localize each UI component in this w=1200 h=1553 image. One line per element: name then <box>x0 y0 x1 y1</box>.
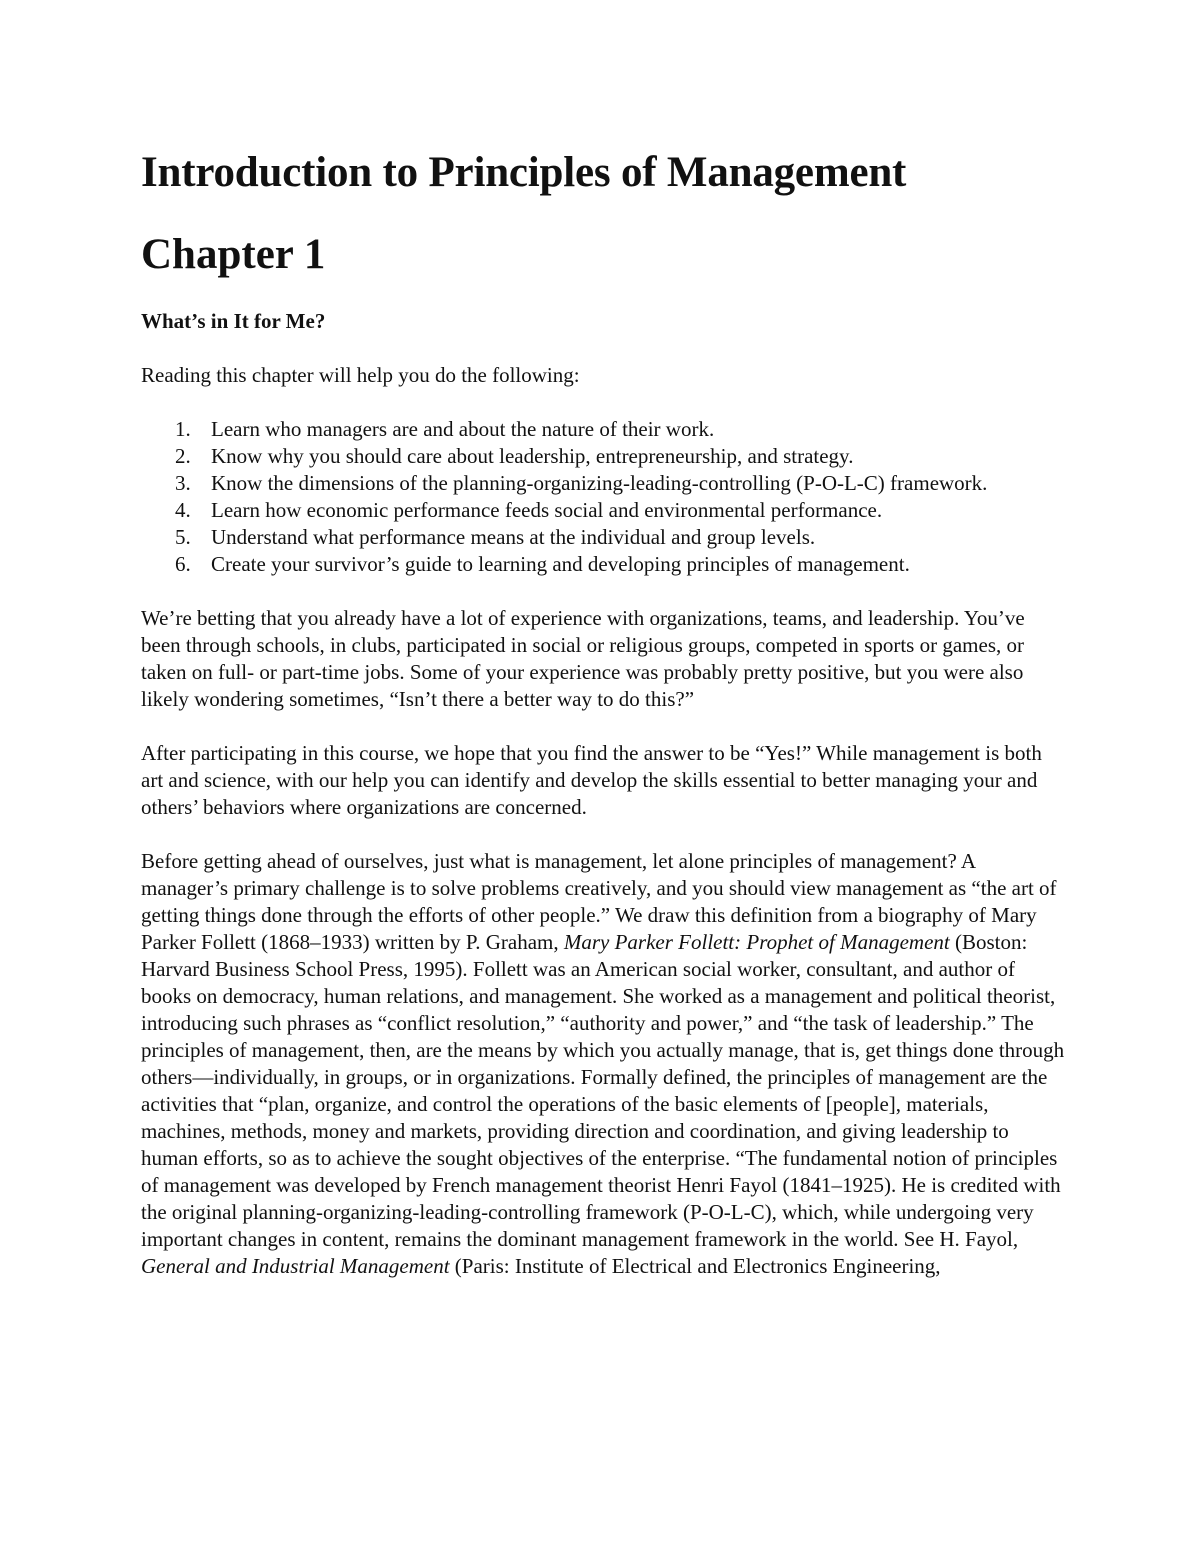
body-paragraph-experience: We’re betting that you already have a lot of experience with organizations, teams, and leadership. You’ve been through schools, in clubs, participated in social or religious groups, competed in sports or games, or taken on full- or part-time jobs. Some of your experience was probably pretty positive, but you were also likely wondering sometimes, “Isn’t there a better way to do this?” <box>141 606 1025 711</box>
book-title: General and Industrial Management <box>141 1254 450 1278</box>
book-title: Mary Parker Follett: Prophet of Management <box>563 930 950 954</box>
list-item-number: 3. <box>175 471 191 495</box>
objectives-list <box>141 416 1066 578</box>
list-item-text: Know why you should care about leadership, entrepreneurship, and strategy. <box>211 444 854 468</box>
list-item-text: Learn who managers are and about the nature of their work. <box>211 417 715 441</box>
list-item <box>141 524 1066 551</box>
list-item-number: 5. <box>175 525 191 549</box>
list-item-text: Learn how economic performance feeds social and environmental performance. <box>211 498 883 522</box>
chapter-heading: Chapter 1 <box>141 231 326 278</box>
list-item-text: Create your survivor’s guide to learning and developing principles of management. <box>211 552 910 576</box>
document-page <box>141 140 1066 1280</box>
list-item-number: 4. <box>175 498 191 522</box>
paragraph-text: (Boston: Harvard Business School Press, 1995). Follett was an American social worker, consultant, and author of books on democracy, human relations, and management. She worked as a management and political theorist, introducing such phrases as “conflict resolution,” “authority and power,” and “the task of leadership.” The principles of management, then, are the means by which you actually manage, that is, get things done through others—individually, in groups, or in organizations. Formally defined, the principles of management are the activities that “plan, organize, and control the operations of the basic elements of [people], materials, machines, methods, money and markets, providing direction and coordination, and giving leadership to human efforts, so as to achieve the sought objectives of the enterprise. “The fundamental notion of principles of management was developed by French management theorist Henri Fayol (1841–1925). He is credited with the original planning-organizing-leading-controlling framework (P-O-L-C), which, while undergoing very important changes in content, remains the dominant management framework in the world. See H. Fayol, <box>141 930 1065 1251</box>
list-item-text: Understand what performance means at the individual and group levels. <box>211 525 816 549</box>
list-item <box>141 551 1066 578</box>
list-item-number: 1. <box>175 417 191 441</box>
paragraph-text: (Paris: Institute of Electrical and Electronics Engineering, <box>449 1254 941 1278</box>
list-item-number: 6. <box>175 552 191 576</box>
list-item-text: Know the dimensions of the planning-organizing-leading-controlling (P-O-L-C) framework. <box>211 471 988 495</box>
body-paragraph-definition <box>141 848 1066 1280</box>
paragraph-text: Before getting ahead of ourselves, just what is management, let alone principles of management? A manager’s primary challenge is to solve problems creatively, and you should view management as “the art of getting things done through the efforts of other people.” We draw this definition from a biography of Mary Parker Follett (1868–1933) written by P. Graham, <box>141 849 1057 954</box>
body-paragraph-course: After participating in this course, we hope that you find the answer to be “Yes!” While management is both art and science, with our help you can identify and develop the skills essential to better managing your and others’ behaviors where organizations are concerned. <box>141 741 1042 819</box>
intro-text: Reading this chapter will help you do the following: <box>141 363 580 387</box>
list-item <box>141 416 1066 443</box>
document-title: Introduction to Principles of Management <box>141 149 907 196</box>
section-heading: What’s in It for Me? <box>141 309 326 333</box>
list-item <box>141 443 1066 470</box>
list-item <box>141 497 1066 524</box>
list-item <box>141 470 1066 497</box>
list-item-number: 2. <box>175 444 191 468</box>
